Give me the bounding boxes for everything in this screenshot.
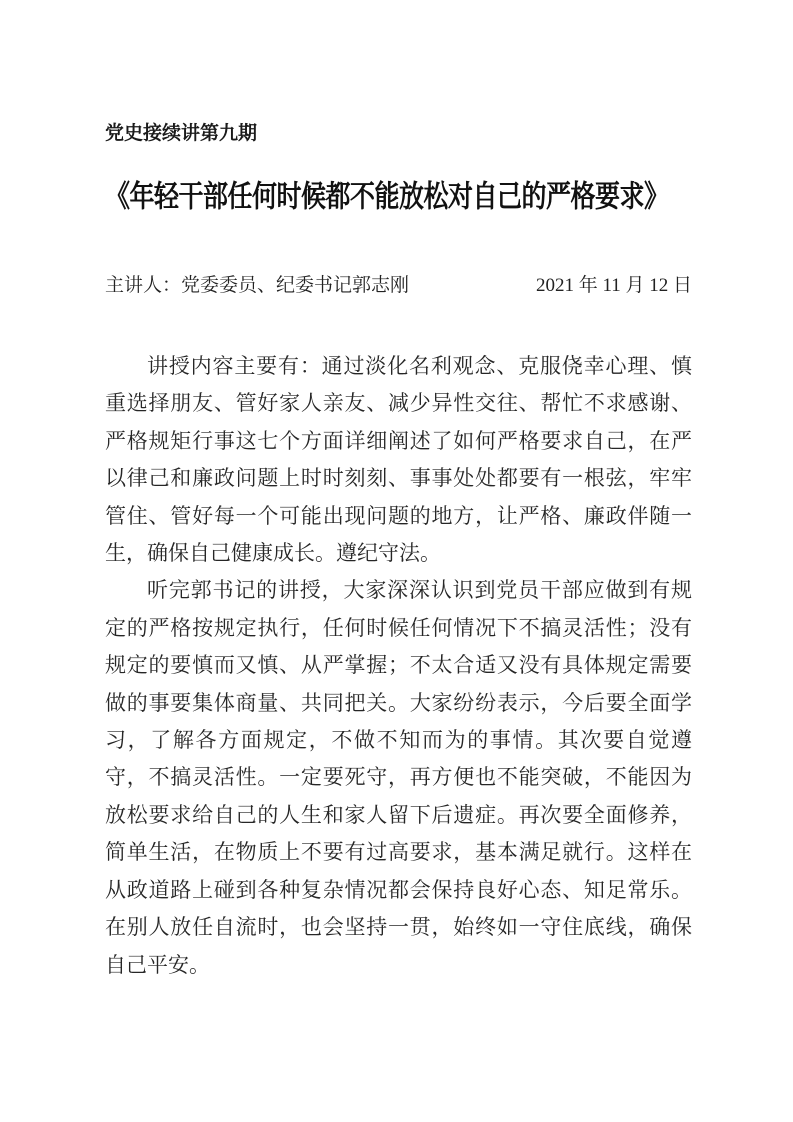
paragraph-lecture-content: 讲授内容主要有：通过淡化名利观念、克服侥幸心理、慎重选择朋友、管好家人亲友、减少异性交往、帮忙不求感谢、严格规矩行事这七个方面详细阐述了如何严格要求自己，在严以律己和廉政问题上时时刻刻、事事处处都要有一根弦，牢牢管住、管好每一个可能出现问题的地方，让严格、廉政伴随一生，确保自己健康成长。遵纪守法。 [105, 354, 692, 566]
document-title: 《年轻干部任何时候都不能放松对自己的严格要求》 [105, 180, 669, 214]
speaker-label: 主讲人：党委委员、纪委书记郭志刚 [105, 275, 410, 296]
lecture-date: 2021 年 11 月 12 日 [535, 275, 692, 296]
paragraph-audience-response: 听完郭书记的讲授，大家深深认识到党员干部应做到有规定的严格按规定执行，任何时候任何情况下不搞灵活性；没有规定的要慎而又慎、从严掌握；不太合适又没有具体规定需要做的事要集体商量、共同把关。大家纷纷表示，今后要全面学习，了解各方面规定，不做不知而为的事情。其次要自觉遵守，不搞灵活性。一定要死守，再方便也不能突破，不能因为放松要求给自己的人生和家人留下后遗症。再次要全面修养，简单生活，在物质上不要有过高要求，基本满足就行。这样在从政道路上碰到各种复杂情况都会保持良好心态、知足常乐。在别人放任自流时，也会坚持一贯，始终如一守住底线，确保自己平安。 [105, 578, 692, 977]
speaker-row [105, 273, 692, 299]
series-heading: 党史接续讲第九期 [105, 123, 258, 144]
